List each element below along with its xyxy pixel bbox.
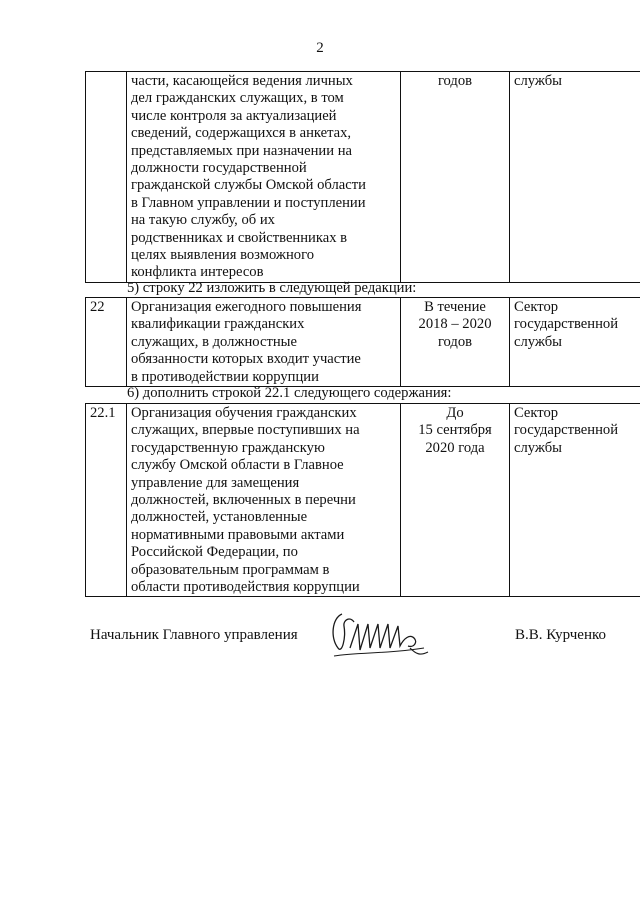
row-number-cell: [86, 72, 127, 283]
text-line: До: [446, 405, 464, 421]
text-line: родственниках и свойственниках в: [131, 229, 348, 246]
text-line: конфликта интересов: [131, 264, 264, 281]
text-line: части, касающейся ведения личных: [131, 73, 353, 89]
term-cell: [401, 72, 510, 283]
text-line: Сектор: [514, 299, 559, 315]
text-line: должностей, включенных в перечни: [131, 492, 356, 509]
text-line: управление для замещения: [131, 474, 300, 491]
executor-cell: [510, 404, 640, 597]
text-line: в противодействии коррупции: [131, 368, 319, 385]
text-line: Российской Федерации, по: [131, 544, 298, 561]
text-line: государственную гражданскую: [131, 439, 325, 456]
text-line: квалификации гражданских: [131, 316, 305, 333]
plan-table-row-22-1: [85, 403, 640, 597]
text-line: дел гражданских служащих, в том: [131, 90, 344, 107]
text-line: Организация обучения гражданских: [131, 405, 357, 421]
text-line: службу Омской области в Главное: [131, 457, 344, 474]
text-line: 15 сентября: [418, 422, 492, 439]
text-line: государственной: [514, 316, 619, 333]
term-cell: [401, 404, 510, 597]
text-line: службы: [514, 73, 562, 89]
text-line: нормативными правовыми актами: [131, 526, 345, 543]
text-line: годов: [437, 333, 473, 350]
text-line: службы: [514, 439, 562, 456]
table-row: [86, 72, 640, 283]
text-line: на такую службу, об их: [131, 212, 275, 229]
term-cell: [401, 298, 510, 387]
row-number-cell: 22.1: [86, 404, 127, 597]
text-line: числе контроля за актуализацией: [131, 107, 337, 124]
executor-cell: [510, 72, 640, 283]
executor-cell: [510, 298, 640, 387]
handwritten-signature: [328, 608, 432, 660]
text-line: государственной: [514, 422, 619, 439]
text-line: сведений, содержащихся в анкетах,: [131, 125, 352, 142]
text-line: образовательным программам в: [131, 561, 330, 578]
plan-table-row-22: [85, 297, 640, 387]
amendment-note-6: 6) дополнить строкой 22.1 следующего содержания:: [127, 385, 452, 401]
text-line: годов: [437, 73, 473, 89]
text-line: целях выявления возможного: [131, 247, 314, 264]
measure-text-cell: [127, 404, 401, 597]
text-line: В течение: [424, 299, 486, 315]
page-number: 2: [316, 40, 324, 56]
text-line: обязанности которых входит участие: [131, 351, 361, 368]
text-line: представляемых при назначении на: [131, 142, 352, 159]
signatory-role: Начальник Главного управления: [90, 627, 298, 643]
table-row: [86, 298, 640, 387]
measure-text-cell: [127, 298, 401, 387]
plan-table-continued: [85, 71, 640, 283]
text-line: гражданской службы Омской области: [131, 177, 366, 194]
text-line: должностей, установленные: [131, 509, 308, 526]
text-line: службы: [514, 333, 562, 350]
text-line: служащих, в должностные: [131, 333, 297, 350]
text-line: должности государственной: [131, 160, 307, 177]
text-line: области противодействия коррупции: [131, 579, 360, 596]
row-number-cell: 22: [86, 298, 127, 387]
table-row: [86, 404, 640, 597]
text-line: Сектор: [514, 405, 559, 421]
measure-text-cell: [127, 72, 401, 283]
text-line: Организация ежегодного повышения: [131, 299, 362, 315]
text-line: 2020 года: [425, 439, 485, 456]
amendment-note-5: 5) строку 22 изложить в следующей редакции:: [127, 280, 417, 296]
text-line: 2018 – 2020: [418, 316, 492, 333]
text-line: служащих, впервые поступивших на: [131, 422, 360, 439]
text-line: в Главном управлении и поступлении: [131, 194, 366, 211]
signatory-name: В.В. Курченко: [515, 627, 607, 643]
